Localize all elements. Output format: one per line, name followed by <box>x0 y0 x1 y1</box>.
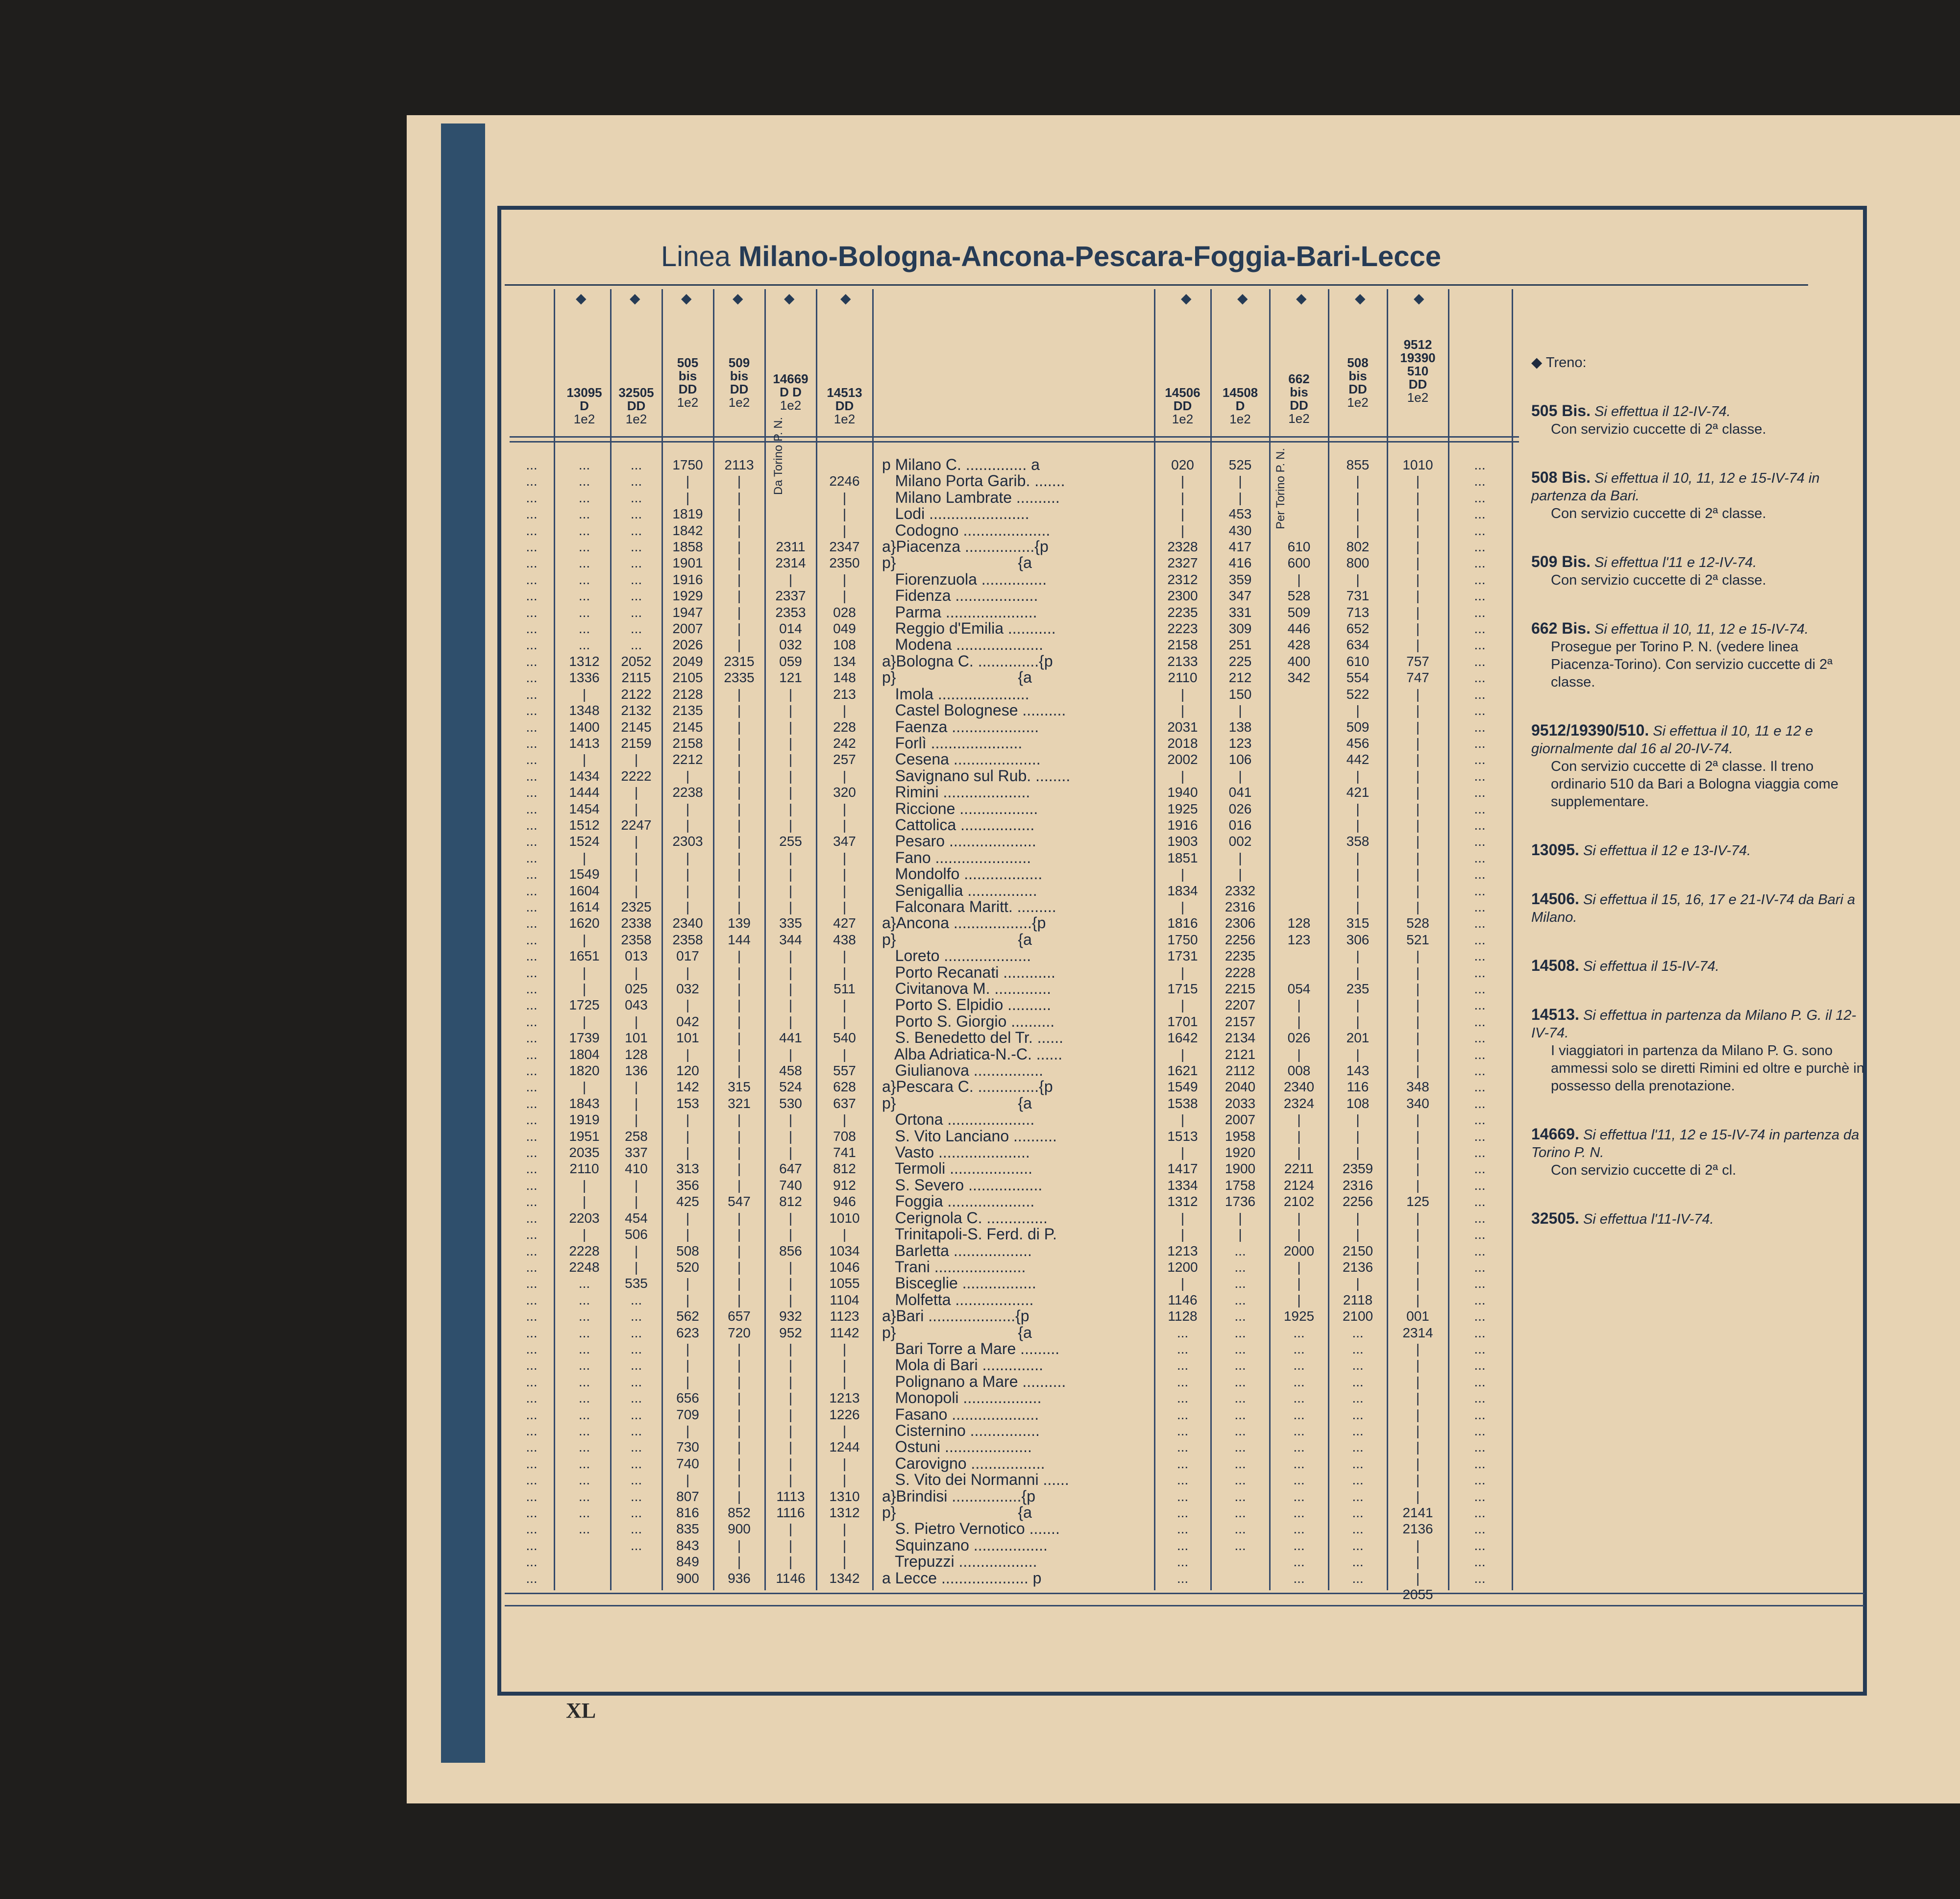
train-class: 1e2 <box>1172 412 1194 426</box>
bottom-rule <box>505 1605 1864 1606</box>
train-number: 14669 <box>773 371 808 386</box>
train-class: 1e2 <box>780 398 802 413</box>
note-number: 14669. <box>1531 1125 1579 1143</box>
note-item <box>1531 1125 1864 1179</box>
note-item <box>1531 1006 1864 1095</box>
train-class: 1e2 <box>728 395 750 410</box>
train-category: DD <box>1290 398 1308 413</box>
note-sub: I viaggiatori in partenza da Milano P. G. sono ammessi solo se diretti Rimini ed oltre e purchè in possesso della prenotazione. <box>1551 1043 1864 1094</box>
note-text: Si effettua il 10, 11 e 12 e giornalmente dal 16 al 20-IV-74. <box>1531 723 1813 757</box>
train-number: 508 bis <box>1347 355 1369 383</box>
train-header <box>1211 386 1269 426</box>
note-text: Si effettua il 15-IV-74. <box>1583 959 1719 974</box>
note-number: 32505. <box>1531 1209 1579 1227</box>
station-list: p Milano C. .............. a Milano Porta Garib. ....... Milano Lambrate .......... Lodi ....................... Codogno .................... a}Piacenza ................{p p} {a Fiorenzuola ............... Fidenza ................... Parma ..................... Reggio d'Emilia ........... Modena .................... a}Bologna C. ..............{p p} {a Imola ..................... Castel Bolognese .......... Faenza .................... Forlì ..................... Cesena .................... Savignano sul Rub. ........ Rimini .................... Riccione .................. Cattolica ................. Pesaro .................... Fano ...................... Mondolfo .................. Senigallia ................ Falconara Maritt. ......... a}Ancona ..................{p p} {a Loreto .................... Porto Recanati ............ Civitanova M. ............. Porto S. Elpidio .......... Porto S. Giorgio .......... S. Benedetto del Tr. ...... Alba Adriatica-N.-C. ...... Giulianova ................ a}Pescara C. ..............{p p} {a Ortona .................... S. Vito Lanciano .......... Vasto ..................... Termoli ................... S. Severo ................. Foggia .................... Cerignola C. .............. Trinitapoli-S. Ferd. di P. Barletta .................. Trani ..................... Bisceglie ................. Molfetta .................. a}Bari ....................{p p} {a Bari Torre a Mare ......... Mola di Bari .............. Polignano a Mare .......... Monopoli .................. Fasano .................... Cisternino ................ Ostuni .................... Carovigno ................. S. Vito dei Normanni ...... a}Brindisi ................{p p} {a S. Pietro Vernotico ....... Squinzano ................. Trepuzzi .................. a Lecce .................... p <box>882 456 1071 1587</box>
notes-title: Treno: <box>1545 355 1587 370</box>
column-divider <box>554 289 555 1590</box>
note-text: Si effettua in partenza da Milano P. G. il 12-IV-74. <box>1531 1008 1857 1041</box>
train-header <box>714 356 764 409</box>
note-sub: Con servizio cuccette di 2ª cl. <box>1551 1162 1737 1178</box>
train-category: DD <box>835 398 854 413</box>
train-class: 1e2 <box>1407 390 1429 405</box>
train-number: 509 bis <box>728 355 750 383</box>
train-class: 1e2 <box>677 395 699 410</box>
diamond-icon: ◆ <box>1296 291 1307 306</box>
train-category: DD <box>1408 377 1427 392</box>
column-divider <box>872 289 874 1590</box>
train-category: DD <box>1348 382 1367 396</box>
times-14669: 2311 2314 | 2337 2353 014 032 059 121 | | | | | | | | | 255 | | | | 335 344 | | | | | 441 | 458 524 530 | | | 647 740 812 | | 856 | | | 932 952 | | | | | | | | | 1113 1116 | | | 1146 <box>775 539 806 1586</box>
diamond-icon: ◆ <box>1237 291 1248 306</box>
note-text: Si effettua il 10, 11, 12 e 15-IV-74 in partenza da Bari. <box>1531 470 1820 504</box>
note-item <box>1531 841 1864 860</box>
column-divider <box>1448 289 1449 1590</box>
train-category: D D <box>780 385 802 399</box>
times-32505: ... ... ... ... ... ... ... ... ... ... ... ... 2052 2115 2122 2132 2145 2159 | 2222 | | 2247 | | | | 2325 2338 2358 013 | 025 043 | 101 128 136 | | | 258 337 410 | | 454 506 | | 535 ... ... ... ... ... ... ... ... ... ... ... ... ... ... ... ... <box>621 457 652 1553</box>
note-item <box>1531 553 1864 589</box>
title-main: Milano-Bologna-Ancona-Pescara-Foggia-Bari-Lecce <box>738 241 1442 272</box>
note-text: Si effettua l'11 e 12-IV-74. <box>1594 555 1757 570</box>
times-14506: 020 | | | | 2328 2327 2312 2300 2235 2223 2158 2133 2110 | | 2031 2018 2002 | 1940 1925 1916 1903 1851 | 1834 | 1816 1750 1731 | 1715 | 1701 1642 | 1621 1549 1538 | 1513 | 1417 1334 1312 | | 1213 1200 | 1146 1128 ... ... ... ... ... ... ... ... ... ... ... ... ... ... ... ... <box>1167 457 1198 1586</box>
note-text: Si effettua il 12-IV-74. <box>1594 404 1731 419</box>
note-number: 509 Bis. <box>1531 553 1591 570</box>
diamond-icon: ◆ <box>1181 291 1192 306</box>
train-header <box>611 386 662 426</box>
times-13095: ... ... ... ... ... ... ... ... ... ... ... ... 1312 1336 | 1348 1400 1413 | 1434 1444 1454 1512 1524 | 1549 1604 1614 1620 | 1651 | | 1725 | 1739 1804 1820 | 1843 1919 1951 2035 2110 | | 2203 | 2228 2248 ... ... ... ... ... ... ... ... ... ... ... ... ... ... ... ... <box>569 457 600 1537</box>
diamond-icon: ◆ <box>784 291 795 306</box>
header-rule <box>510 441 1519 443</box>
note-number: 14506. <box>1531 890 1579 908</box>
times-508bis: 855 | | | | 802 800 | 731 713 652 634 610 554 522 | 509 456 442 | 421 | | 358 | | | | 315 306 | | 235 | | 201 | 143 116 108 | | | 2359 2316 2256 | | 2150 2136 | 2118 2100 ... ... ... ... ... ... ... ... ... ... ... ... ... ... ... ... <box>1342 457 1373 1586</box>
train-number: 14513 <box>827 385 862 400</box>
train-category: D <box>1235 398 1245 413</box>
train-class: 1e2 <box>1347 395 1369 410</box>
train-number: 14506 <box>1165 385 1200 400</box>
train-header <box>1329 356 1387 409</box>
times-662bis: 610 600 | 528 509 446 428 400 342 128 123 054 | | 026 | 008 2340 2324 | | | 2211 2124 2102 | | 2000 | | | 1925 ... ... ... ... ... ... ... ... ... ... ... ... ... ... ... ... <box>1283 539 1315 1586</box>
train-header <box>1155 386 1210 426</box>
note-text: Si effettua l'11, 12 e 15-IV-74 in partenza da Torino P. N. <box>1531 1127 1860 1160</box>
title-rule <box>505 284 1808 286</box>
dots-column-left: ... ... ... ... ... ... ... ... ... ... ... ... ... ... ... ... ... ... ... ... ... ... ... ... ... ... ... ... ... ... ... ... ... ... ... ... ... ... ... ... ... ... ... ... ... ... ... ... ... ... ... ... ... ... ... ... ... ... ... ... ... ... ... ... ... ... ... ... ... <box>526 457 538 1586</box>
times-14513: 2246 | | | 2347 2350 | | 028 049 108 134 148 213 | 228 242 257 | 320 | | 347 | | | | 427 438 | | 511 | | 540 | 557 628 637 | 708 741 812 912 946 1010 | 1034 1046 1055 1104 1123 1142 | | | 1213 1226 | 1244 | | 1310 1312 | | | 1342 <box>829 473 860 1586</box>
train-number: 13095 <box>566 385 602 400</box>
times-9512: 1010 | | | | | | | | | | | 757 747 | | | | | | | | | | | | | | 528 521 | | | | | | | | 348 340 | | | | | 125 | | | | | | 001 2314 | | | | | | | | | | 2141 2136 | | | 2055 <box>1402 457 1433 1603</box>
note-text: Si effettua il 15, 16, 17 e 21-IV-74 da Bari a Milano. <box>1531 892 1856 925</box>
notes-panel <box>1531 354 1864 1258</box>
times-505bis: 1750 | | 1819 1842 1858 1901 1916 1929 1947 2007 2026 2049 2105 2128 2135 2145 2158 2212 | 2238 | | 2303 | | | | 2340 2358 017 | 032 | 042 101 | 120 142 153 | | | 313 356 425 | | 508 520 | | 562 623 | | | 656 709 | 730 740 | 807 816 835 843 849 900 <box>672 457 703 1586</box>
note-number: 14508. <box>1531 957 1579 974</box>
train-class: 1e2 <box>625 412 647 426</box>
note-number: 508 Bis. <box>1531 469 1591 486</box>
diamond-icon: ◆ <box>840 291 851 306</box>
header-rule <box>510 436 1519 438</box>
times-14508: 525 | | 453 430 417 416 359 347 331 309 251 225 212 150 | 138 123 106 | 041 026 016 002 | | 2332 2316 2306 2256 2235 2228 2215 2207 2157 2134 2121 2112 2040 2033 2007 1958 1920 1900 1758 1736 | | ... ... ... ... ... ... ... ... ... ... ... ... ... ... ... ... ... ... ... <box>1225 457 1256 1553</box>
note-number: 662 Bis. <box>1531 619 1591 637</box>
page-title <box>497 240 1605 273</box>
diamond-icon: ◆ <box>1531 355 1546 370</box>
diamond-icon: ◆ <box>1355 291 1366 306</box>
note-sub: Con servizio cuccette di 2ª classe. Il treno ordinario 510 da Bari a Bologna viaggia come supplementare. <box>1551 759 1838 810</box>
note-sub: Con servizio cuccette di 2ª classe. <box>1551 572 1766 588</box>
train-number: 9512 19390 510 <box>1400 337 1436 378</box>
diamond-icon: ◆ <box>681 291 692 306</box>
train-category: DD <box>1173 398 1192 413</box>
train-header <box>1270 372 1328 425</box>
train-category: DD <box>730 382 749 396</box>
to-torino-label: Per Torino P. N. <box>1274 448 1287 529</box>
note-item <box>1531 890 1864 926</box>
train-header <box>1388 338 1448 404</box>
train-header <box>559 386 610 426</box>
train-category: DD <box>678 382 697 396</box>
note-item <box>1531 402 1864 438</box>
note-sub: Prosegue per Torino P. N. (vedere linea Piacenza-Torino). Con servizio cuccette di 2ª classe. <box>1551 639 1833 690</box>
train-number: 32505 <box>618 385 654 400</box>
train-number: 662 bis <box>1288 371 1310 399</box>
diamond-icon: ◆ <box>630 291 640 306</box>
note-item <box>1531 469 1864 522</box>
note-number: 13095. <box>1531 841 1579 859</box>
note-text: Si effettua l'11-IV-74. <box>1583 1211 1714 1227</box>
note-item <box>1531 619 1864 691</box>
note-item <box>1531 957 1864 975</box>
train-class: 1e2 <box>573 412 595 426</box>
note-number: 505 Bis. <box>1531 402 1591 419</box>
title-prefix: Linea <box>661 241 738 272</box>
times-509bis: 2113 | | | | | | | | | | | 2315 2335 | | | | | | | | | | | | | | 139 144 | | | | | | | | 315 321 | | | | | 547 | | | | | | 657 720 | | | | | | | | | | 852 900 | | 936 <box>724 457 755 1586</box>
train-category: D <box>580 398 589 413</box>
train-class: 1e2 <box>1288 411 1310 426</box>
note-text: Si effettua il 12 e 13-IV-74. <box>1583 843 1751 859</box>
note-item <box>1531 721 1864 811</box>
bottom-rule <box>505 1593 1864 1594</box>
page-number: XL <box>566 1699 596 1723</box>
note-item <box>1531 1209 1864 1228</box>
train-category: DD <box>627 398 646 413</box>
train-class: 1e2 <box>1229 412 1251 426</box>
diamond-icon: ◆ <box>1414 291 1424 306</box>
diamond-icon: ◆ <box>576 291 587 306</box>
dots-column-right: ... ... ... ... ... ... ... ... ... ... ... ... ... ... ... ... ... ... ... ... ... ... ... ... ... ... ... ... ... ... ... ... ... ... ... ... ... ... ... ... ... ... ... ... ... ... ... ... ... ... ... ... ... ... ... ... ... ... ... ... ... ... ... ... ... ... ... ... ... <box>1474 457 1486 1586</box>
column-divider <box>1512 289 1513 1590</box>
diamond-icon: ◆ <box>733 291 743 306</box>
note-number: 14513. <box>1531 1006 1579 1023</box>
train-header <box>817 386 872 426</box>
book-spine <box>441 123 485 1763</box>
note-sub: Con servizio cuccette di 2ª classe. <box>1551 421 1766 437</box>
train-class: 1e2 <box>833 412 856 426</box>
note-text: Si effettua il 10, 11, 12 e 15-IV-74. <box>1594 621 1809 637</box>
note-sub: Con servizio cuccette di 2ª classe. <box>1551 506 1766 521</box>
train-header <box>662 356 713 409</box>
from-torino-label: Da Torino P. N. <box>772 417 785 495</box>
train-number: 505 bis <box>677 355 699 383</box>
train-header <box>765 372 816 412</box>
train-number: 14508 <box>1222 385 1258 400</box>
note-number: 9512/19390/510. <box>1531 721 1649 739</box>
